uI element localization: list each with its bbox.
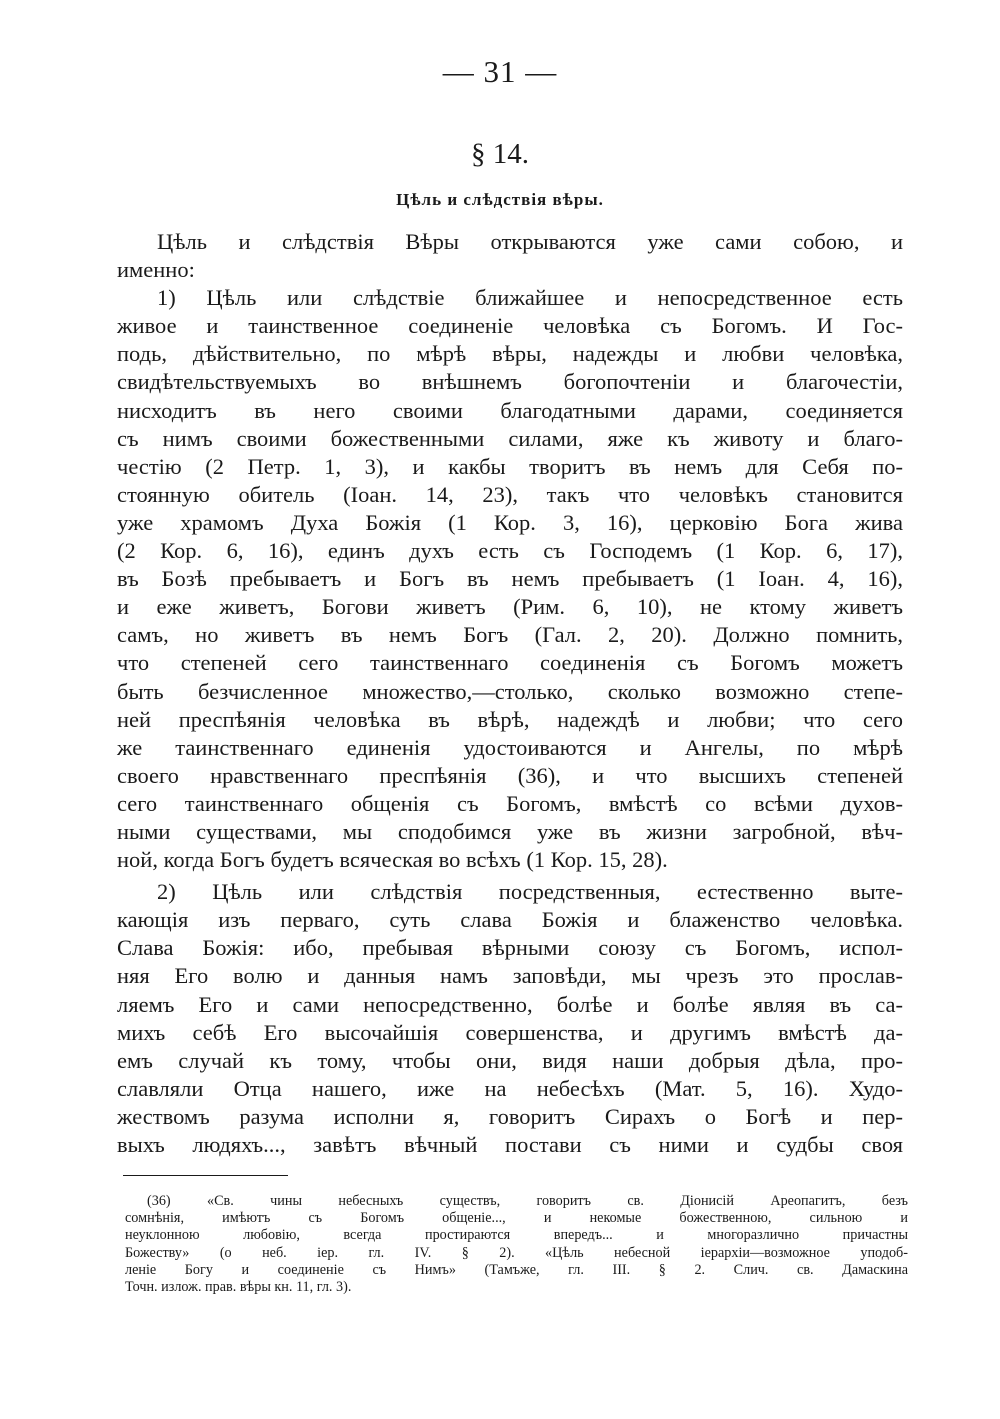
section-title: Цѣль и слѣдствія вѣры. (396, 190, 604, 209)
text-line: свидѣтельствуемыхъ во внѣшнемъ богопочтеніи и благочестіи, (117, 369, 903, 395)
text-line: что степеней сего таинственнаго соединенія съ Богомъ можетъ (117, 650, 903, 676)
footnote-line: Божеству» (о неб. іер. гл. IV. § 2). «Цѣль небесной іерархіи—возможное уподоб- (125, 1244, 908, 1261)
footnote-line: сомнѣнія, имѣютъ съ Богомъ общеніе..., и некомые божественною, сильною и (125, 1210, 908, 1227)
text-line: ляемъ Его и сами непосредственно, болѣе и болѣе являя въ са- (117, 991, 903, 1017)
text-line: ными существами, мы сподобимся уже въ жизни загробной, вѣч- (117, 818, 903, 844)
text-line: Слава Божія: ибо, пребывая вѣрными союзу съ Богомъ, испол- (117, 935, 903, 961)
text-line: честію (2 Петр. 1, 3), и какбы творитъ въ немъ для Себя по- (117, 453, 903, 479)
text-line: съ нимъ своими божественными силами, яже къ животу и благо- (117, 425, 903, 451)
text-line: быть безчисленное множество,—столько, сколько возможно степе- (117, 678, 903, 704)
text-line: сего таинственнаго общенія съ Богомъ, вмѣстѣ со всѣми духов- (117, 790, 903, 816)
text-line: славляли Отца нашего, иже на небесѣхъ (Мат. 5, 16). Худо- (117, 1075, 903, 1101)
text-line: подь, дѣйствительно, по мѣрѣ вѣры, надежды и любви человѣка, (117, 341, 903, 367)
text-line: уже храмомъ Духа Божія (1 Кор. 3, 16), церковію Бога жива (117, 509, 903, 535)
text-line: ной, когда Богъ будетъ всяческая во всѣхъ (1 Кор. 15, 28). (117, 847, 668, 873)
text-line: 1) Цѣль или слѣдствіе ближайшее и непосредственное есть (157, 285, 903, 311)
text-line: кающія изъ перваго, суть слава Божія и блаженство человѣка. (117, 907, 903, 933)
text-line: въ Бозѣ пребываетъ и Богъ въ немъ пребываетъ (1 Іоан. 4, 16), (117, 566, 903, 592)
footnote-line: неуклонною любовію, всегда простираются впередъ... и многоразлично причастны (125, 1227, 908, 1244)
text-line: же таинственнаго единенія удостоиваются и Ангелы, по мѣрѣ (117, 734, 903, 760)
text-line: стоянную обитель (Іоан. 14, 23), такъ что человѣкъ становится (117, 481, 903, 507)
text-line: няя Его волю и данныя намъ заповѣди, мы чрезъ это прослав- (117, 963, 903, 989)
body-text (117, 228, 903, 1159)
footnote-rule (123, 1175, 288, 1176)
text-line: михъ себѣ Его высочайшія совершенства, и другимъ вмѣстѣ да- (117, 1019, 903, 1045)
text-line: и еже живетъ, Богови живетъ (Рим. 6, 10), не ктому живетъ (117, 594, 903, 620)
text-line: (2 Кор. 6, 16), единъ духъ есть съ Господемъ (1 Кор. 6, 17), (117, 538, 903, 564)
text-line: выхъ людяхъ..., завѣтъ вѣчный постави съ ними и судбы своя (117, 1132, 903, 1157)
text-line: жествомъ разума исполни я, говоритъ Сирахъ о Богѣ и пер- (117, 1103, 903, 1129)
text-line: нисходитъ въ него своими благодатными дарами, соединяется (117, 397, 903, 423)
text-line: именно: (117, 257, 195, 283)
text-line: емъ случай къ тому, чтобы они, видя наши добрыя дѣла, про- (117, 1047, 903, 1073)
text-line: своего нравственнаго преспѣянія (36), и что высшихъ степеней (117, 762, 903, 788)
footnote-line: (36) «Св. чины небесныхъ существъ, говоритъ св. Діонисій Ареопагитъ, безъ (147, 1193, 908, 1209)
footnote-line: леніе Богу и соединеніе съ Нимъ» (Тамъже, гл. III. § 2. Слич. св. Дамаскина (125, 1261, 908, 1278)
footnote-line: Точн. излож. прав. вѣры кн. 11, гл. 3). (125, 1278, 352, 1295)
text-line: ней преспѣянія человѣка въ вѣрѣ, надеждѣ и любви; что сего (117, 706, 903, 732)
page-number: — 31 — (442, 54, 558, 89)
text-line: Цѣль и слѣдствія Вѣры открываются уже сами собою, и (157, 229, 903, 254)
text-line: живое и таинственное соединеніе человѣка съ Богомъ. И Гос- (117, 313, 903, 339)
text-line: самъ, но живетъ въ немъ Богъ (Гал. 2, 20). Должно помнить, (117, 622, 903, 648)
section-number: § 14. (471, 138, 529, 170)
footnote (125, 1193, 908, 1296)
text-line: 2) Цѣль или слѣдствія посредственныя, естественно выте- (157, 879, 903, 905)
